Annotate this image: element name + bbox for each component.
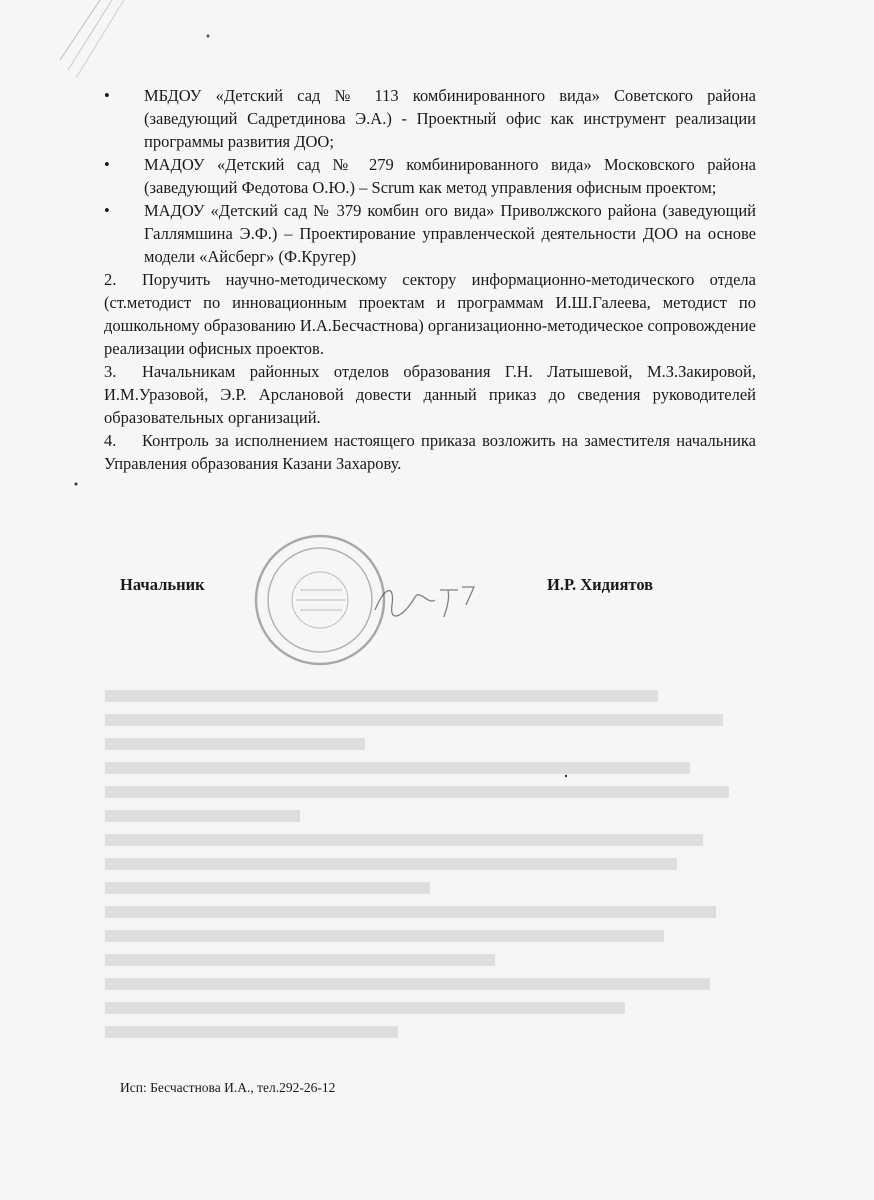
list-item (104, 199, 756, 268)
signatory-title: Начальник (120, 575, 205, 594)
numbered-paragraph (104, 429, 756, 475)
bullet-marker: • (104, 201, 110, 220)
paragraph-text: Начальникам районных отделов образования Г.Н. Латышевой, М.З.Закировой, И.М.Уразовой, Э.Р. Арслановой довести данный приказ до сведения руководителей образовательных организаций. (104, 362, 756, 427)
bleed-through-text (105, 690, 755, 1110)
executor-contact: Исп: Бесчастнова И.А., тел.292-26-12 (120, 1080, 336, 1095)
paragraph-text: Поручить научно-методическому сектору информационно-методического отдела (ст.методист по инновационным проектам и программам И.Ш.Галеева, методист по дошкольному образованию И.А.Бесчастнова) организационно-методическое сопровождение реализации офисных проектов. (104, 270, 756, 358)
handwritten-signature (370, 575, 490, 625)
signatory-name: И.Р. Хидиятов (547, 575, 654, 594)
list-item-text: МАДОУ «Детский сад № 279 комбинированного вида» Московского района (заведующий Федотова О.Ю.) – Scrum как метод управления офисным проектом; (144, 155, 756, 197)
bullet-marker: • (104, 86, 110, 105)
list-item (104, 84, 756, 153)
official-seal (250, 530, 390, 670)
list-item-text: МАДОУ «Детский сад № 379 комбин ого вида» Приволжского района (заведующий Галлямшина Э.Ф.) – Проектирование управленческой деятельности ДОО на основе модели «Айсберг» (Ф.Кругер) (144, 201, 756, 266)
numbered-paragraph (104, 360, 756, 429)
order-body (104, 84, 756, 475)
list-item (104, 153, 756, 199)
paragraph-text: Контроль за исполнением настоящего приказа возложить на заместителя начальника Управления образования Казани Захарову. (104, 431, 756, 473)
paragraph-number: 4. (104, 431, 117, 450)
paragraph-number: 3. (104, 362, 117, 381)
paragraph-number: 2. (104, 270, 117, 289)
list-item-text: МБДОУ «Детский сад № 113 комбинированного вида» Советского района (заведующий Садретдинова Э.А.) - Проектный офис как инструмент реализации программы развития ДОО; (144, 86, 756, 151)
numbered-paragraph (104, 268, 756, 360)
bullet-marker: • (104, 155, 110, 174)
